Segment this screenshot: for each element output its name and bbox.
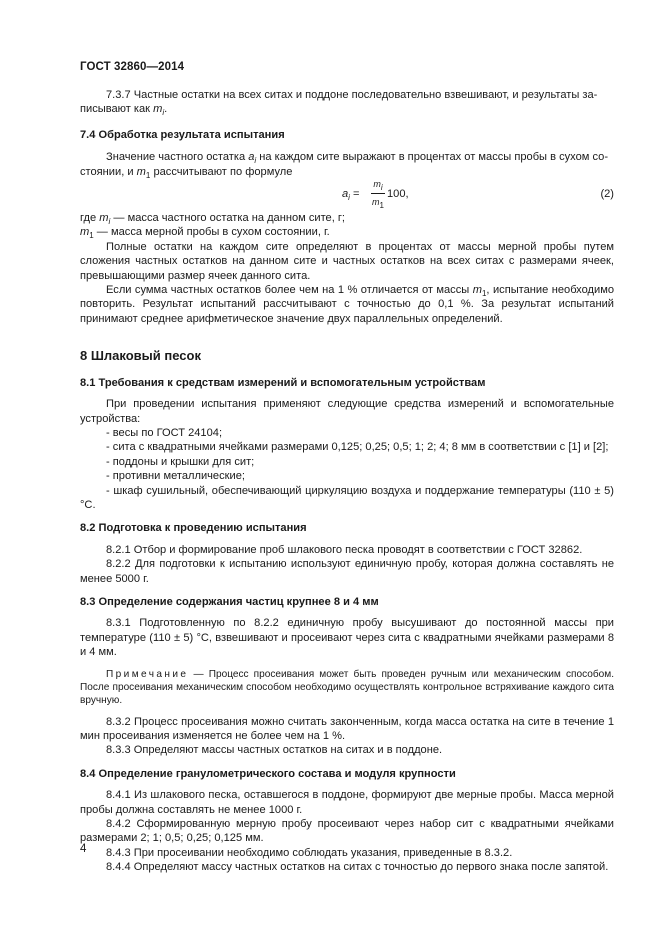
list-item: - сита с квадратными ячейками размерами 0,125; 0,25; 0,5; 1; 2; 4; 8 мм в соответствии с [1] и [2]; <box>106 441 609 454</box>
paragraph-8-4-2: 8.4.2 Сформированную мерную пробу просеивают через набор сит с квадратными ячейками размерами 2; 1; 0,5; 0,25; 0,125 мм. <box>80 818 614 845</box>
paragraph-8-4-3: 8.4.3 При просеивании необходимо соблюдать указания, приведенные в 8.3.2. <box>106 846 513 859</box>
formula-2: $a_i$ = $m_i$ $m_1$ 100, (2) <box>342 179 614 211</box>
list-item: - шкаф сушильный, обеспечивающий циркуляцию воздуха и поддержание температуры (110 ± 5) °С. <box>80 484 614 511</box>
paragraph-8-4-1: 8.4.1 Из шлакового песка, оставшегося в поддоне, формируют две мерные пробы. Масса мерной пробы должна составлять не менее 1000 г. <box>80 789 614 816</box>
paragraph-sum-check: Если сумма частных остатков более чем на 1 % отличается от массы $m_1$, испытание необходимо повторить. Результат испытаний рассчитывают с точностью до 0,1 %. За результат испытаний принимают среднее арифметическое значение двух параллельных определений. <box>80 284 614 325</box>
list-item: - противни металлические; <box>106 470 245 483</box>
section-title-8-2: 8.2 Подготовка к проведению испытания <box>80 522 307 535</box>
where-line-1: где $m_i$ — масса частного остатка на данном сите, г; <box>80 212 346 227</box>
section-title-8-1: 8.1 Требования к средствам измерений и вспомогательным устройствам <box>80 376 486 389</box>
note-label: Примечание <box>106 668 189 680</box>
paragraph-8-3-3: 8.3.3 Определяют массы частных остатков на ситах и в поддоне. <box>106 744 443 757</box>
formula-numerator: $m_i$ <box>373 179 383 193</box>
formula-denominator: $m_1$ <box>372 197 384 211</box>
section-title-8-4: 8.4 Определение гранулометрического состава и модуля крупности <box>80 767 456 780</box>
note: Примечание — Процесс просеивания может быть проведен ручным или механическим способом. После просеивания механическим способом необходимо осуществлять контрольное встряхивание каждого сита вручную. <box>80 668 614 706</box>
paragraph-full-residues: Полные остатки на каждом сите определяют в процентах от массы мерной пробы путем сложения частных остатков на данном сите и частных остатков на всех ситах с размерами ячеек, превышающими размер ячеек данного сита. <box>80 240 614 282</box>
paragraph-8-2-1: 8.2.1 Отбор и формирование проб шлакового песка проводят в соответствии с ГОСТ 32862. <box>106 543 583 556</box>
page-number: 4 <box>80 843 87 855</box>
paragraph-7-4-intro: Значение частного остатка $a_i$ на каждом сите выражают в процентах от массы пробы в сухом со- стоянии, и $m_1$ рассчитывают по формуле <box>80 151 609 180</box>
fraction-bar <box>371 193 385 194</box>
list-item: - весы по ГОСТ 24104; <box>106 426 223 439</box>
formula-number: (2) <box>600 188 614 201</box>
paragraph-8-4-4: 8.4.4 Определяют массу частных остатков на ситах с точностью до первого знака после запятой. <box>106 861 609 874</box>
section-title-8: 8 Шлаковый песок <box>80 348 201 364</box>
section-title-8-3: 8.3 Определение содержания частиц крупнее 8 и 4 мм <box>80 595 379 608</box>
paragraph-8-3-2: 8.3.2 Процесс просеивания можно считать законченным, когда масса остатка на сите в течение 1 мин просеивания изменяется не более чем на 1 %. <box>80 715 614 742</box>
section-title-7-4: 7.4 Обработка результата испытания <box>80 128 285 141</box>
paragraph-7-3-7: 7.3.7 Частные остатки на всех ситах и поддоне последовательно взвешивают, и результаты за- писывают как $m_i$. <box>80 89 598 118</box>
document-header: ГОСТ 32860—2014 <box>80 61 185 73</box>
paragraph-8-2-2: 8.2.2 Для подготовки к испытанию используют единичную пробу, которая должна составлять не менее 5000 г. <box>80 558 614 585</box>
paragraph-8-1-intro: При проведении испытания применяют следующие средства измерений и вспомогательные устройства: <box>80 398 614 425</box>
paragraph-8-3-1: 8.3.1 Подготовленную по 8.2.2 единичную пробу высушивают до постоянной массы при температуре (110 ± 5) °С, взвешивают и просеивают через сита с квадратными ячейками размерами 8 и 4 мм. <box>80 617 614 659</box>
page-content <box>80 88 614 875</box>
where-line-2: $m_1$ — масса мерной пробы в сухом состоянии, г. <box>80 226 330 241</box>
equipment-list <box>80 426 614 512</box>
list-item: - поддоны и крышки для сит; <box>106 455 255 468</box>
